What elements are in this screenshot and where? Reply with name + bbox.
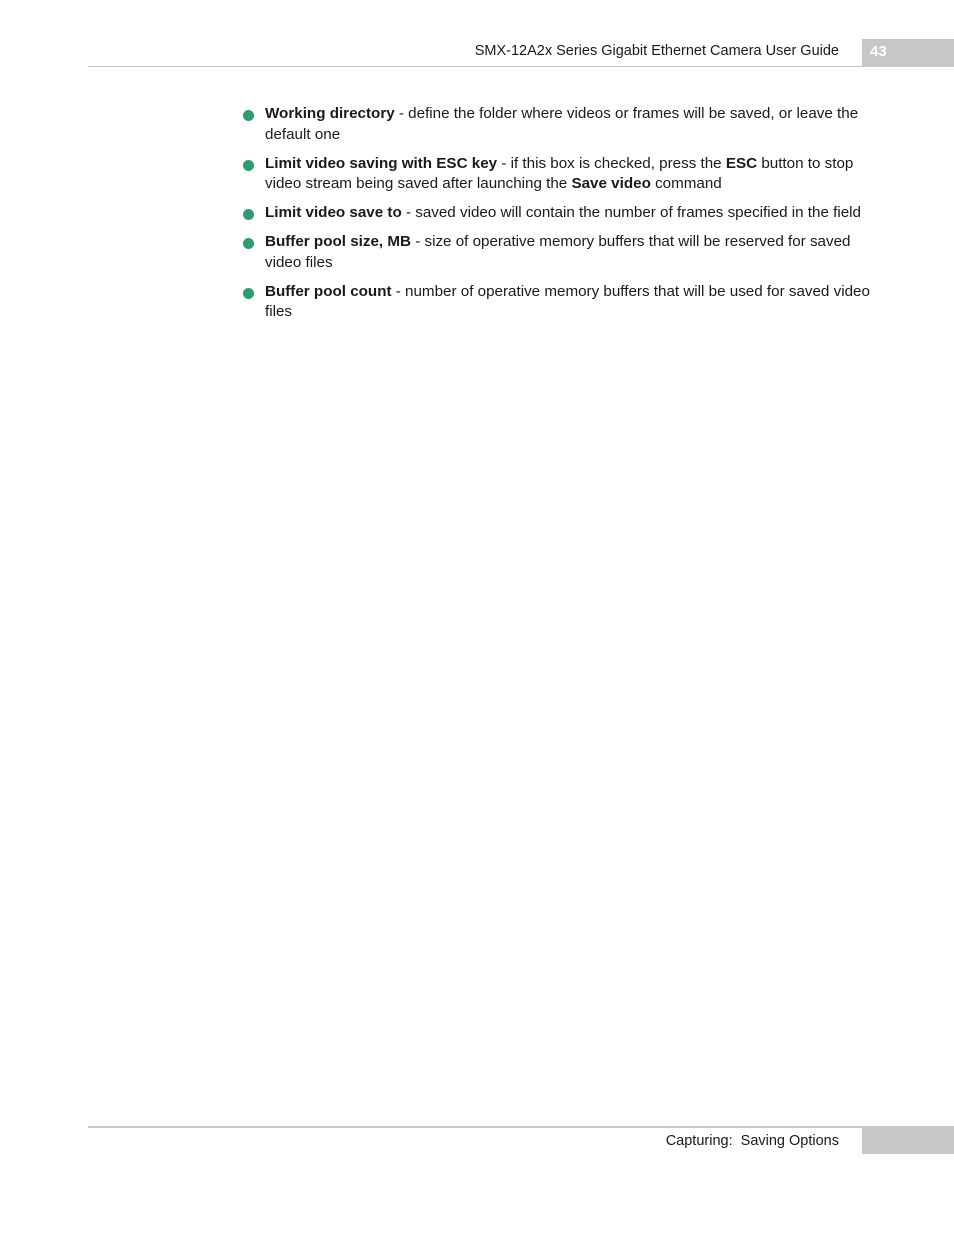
list-item [240,282,870,323]
page-number: 43 [870,43,887,60]
item-text [265,233,851,271]
item-text [265,204,861,221]
list-item [240,104,870,145]
item-text [265,155,853,193]
list-item [240,154,870,195]
item-term: Working directory [265,105,395,122]
bullet-icon [243,110,254,121]
list-item [240,232,870,273]
item-term: Limit video saving with ESC key [265,154,498,172]
item-key-name: ESC [725,154,758,172]
item-description: - define the folder where videos or frames will be saved, or leave the default one [265,105,859,143]
item-description: - if this box is checked, press the [497,154,726,172]
footer-box [862,1127,954,1154]
item-description: button to stop video stream being saved after launching the [265,154,854,192]
bullet-icon [243,209,254,220]
main-content [240,104,870,331]
item-term: Limit video save to [265,204,402,221]
footer-section-title: Capturing: Saving Options [665,1133,839,1149]
page-number-box [862,39,954,66]
bullet-icon [243,238,254,249]
item-term: Buffer pool size, MB [265,233,411,250]
bullet-icon [243,288,254,299]
header-rule [88,66,954,67]
item-description: - number of operative memory buffers that will be used for saved video files [265,282,870,320]
bullet-icon [243,160,254,171]
item-text [265,283,870,321]
item-text [265,105,858,143]
item-command-name: Save video [571,175,651,192]
item-description: - size of operative memory buffers that will be reserved for saved video files [265,233,851,271]
item-description: command [650,175,722,192]
footer-rule [88,1126,954,1128]
header-title: SMX-12A2x Series Gigabit Ethernet Camera User Guide [474,43,839,59]
item-term: Buffer pool count [265,282,392,300]
options-list [240,104,870,323]
item-description: - saved video will contain the number of frames specified in the field [401,204,861,221]
list-item [240,203,870,224]
